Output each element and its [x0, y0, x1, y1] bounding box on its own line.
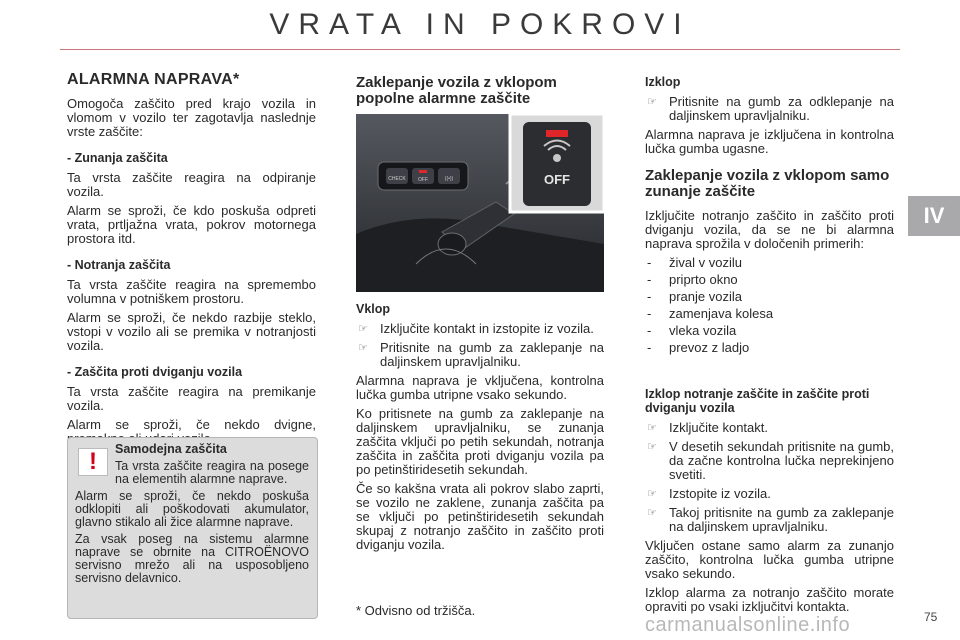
paragraph: Alarmna naprava je vključena, kontrolna lučka gumba utripne vsako sekundo. — [356, 373, 604, 402]
paragraph: Ko pritisnete na gumb za zaklepanje na daljinskem upravljalniku, se zunanja zaščita vključi po petih sekundah, notranja zaščita in zaščita proti dviganju vozila pa po petinštiridesetih sekundah. — [356, 406, 604, 477]
warning-paragraph: Za vsak poseg na sistemu alarmne naprave se obrnite na CITROËNOVO servisno mrežo ali na usposobljeno servisno delavnico. — [75, 532, 309, 585]
warning-title: Samodejna zaščita — [115, 442, 227, 456]
paragraph: Alarm se sproži, če nekdo razbije steklo, vstopi v vozilo ali se premika v notranjosti vozila. — [67, 310, 316, 353]
title-divider — [60, 49, 900, 50]
intro-text: Omogoča zaščito pred krajo vozila in vlomom v vozilo ter zagotavlja naslednje vrste zaščite: — [67, 96, 316, 139]
section-heading-full-protection: Zaklepanje vozila z vklopom popolne alarmne zaščite — [356, 74, 557, 107]
list-item: ☞ Izključite kontakt. — [647, 420, 768, 435]
page-number: 75 — [924, 610, 938, 624]
chapter-tab: IV — [908, 196, 960, 236]
paragraph: Izključite notranjo zaščito in zaščito proti dviganju vozila, da se ne bi alarmna naprava sprožila v določenih primerih: — [645, 208, 894, 251]
warning-box — [67, 437, 318, 619]
subheading-activation: Vklop — [356, 302, 391, 316]
section-heading-alarm: ALARMNA NAPRAVA* — [67, 71, 240, 88]
pointing-hand-icon: ☞ — [647, 422, 657, 434]
paragraph: Alarmna naprava je izključena in kontrolna lučka gumba ugasne. — [645, 127, 894, 156]
paragraph: Izklop alarma za notranjo zaščito morate opraviti po vsaki izključitvi kontakta. — [645, 585, 894, 614]
warning-lead: Ta vrsta zaščite reagira na posege na elementih alarmne naprave. — [115, 459, 309, 486]
pointing-hand-icon: ☞ — [358, 323, 368, 335]
watermark: carmanualsonline.info — [645, 614, 851, 636]
pointing-hand-icon: ☞ — [647, 488, 657, 500]
list-item: ☞ Izstopite iz vozila. — [647, 486, 771, 501]
page-title: VRATA IN POKROVI — [269, 8, 691, 41]
column-alarm-intro — [67, 73, 316, 451]
check-label: CHECK — [388, 176, 406, 182]
pointing-hand-icon: ☞ — [647, 96, 657, 108]
column-full-alarm — [356, 75, 604, 116]
subheading-external: - Zunanja zaščita — [67, 151, 168, 165]
paragraph: Vključen ostane samo alarm za zunanjo zaščito, kontrolna lučka gumba utripne vsako sekundo. — [645, 538, 894, 581]
paragraph: Alarm se sproži, če kdo poskuša odpreti vrata, prtljažna vrata, pokrov motornega prostora itd. — [67, 203, 316, 246]
column-disarm — [645, 75, 894, 358]
warning-content — [75, 443, 309, 589]
list-item: - priprto okno — [647, 272, 738, 287]
list-item: ☞ Pritisnite na gumb za zaklepanje na daljinskem upravljalniku. — [358, 340, 604, 369]
exclamation-warning-icon: ! — [78, 448, 108, 476]
small-off-label: OFF — [418, 177, 428, 183]
off-button-label: OFF — [544, 172, 570, 187]
list-item: - vleka vozila — [647, 323, 737, 338]
footnote: * Odvisno od tržišča. — [356, 603, 476, 618]
subheading-internal: - Notranja zaščita — [67, 258, 171, 272]
paragraph: Če so kakšna vrata ali pokrov slabo zaprti, se vozilo ne zaklene, zunanja zaščita pa se vključi po petinštiridesetih sekundah skupaj z notranjo zaščito in zaščito proti dviganju vozila. — [356, 481, 604, 552]
list-item: ☞ Pritisnite na gumb za odklepanje na daljinskem upravljalniku. — [647, 94, 894, 123]
list-item: - prevoz z ladjo — [647, 340, 750, 355]
column-disarm-internal — [645, 387, 894, 619]
warning-paragraph: Alarm se sproži, če nekdo poskuša odklopiti ali poškodovati akumulator, glavno stikalo ali žice alarmne naprave. — [75, 489, 309, 529]
dashboard-illustration — [356, 114, 604, 292]
paragraph: Alarm se sproži, če nekdo dvigne, — [67, 417, 316, 432]
alarm-button-photo — [356, 114, 604, 292]
subheading-lift: - Zaščita proti dviganju vozila — [67, 365, 243, 379]
list-item: ☞ V desetih sekundah pritisnite na gumb, da začne kontrolna lučka neprekinjeno svetiti. — [647, 439, 894, 482]
list-item: ☞ Izključite kontakt in izstopite iz vozila. — [358, 321, 594, 336]
pointing-hand-icon: ☞ — [358, 342, 368, 354]
paragraph: Ta vrsta zaščite reagira na premikanje vozila. — [67, 384, 316, 413]
subheading-disable-internal: Izklop notranje zaščite in zaščite proti dviganju vozila — [645, 387, 870, 415]
column-full-alarm-text — [356, 302, 604, 557]
paragraph: Ta vrsta zaščite reagira na odpiranje vozila. — [67, 170, 316, 199]
paragraph: Ta vrsta zaščite reagira na spremembo volumna v potniškem prostoru. — [67, 277, 316, 306]
list-item: ☞ Takoj pritisnite na gumb za zaklepanje na daljinskem upravljalniku. — [647, 505, 894, 534]
subheading-deactivation: Izklop — [645, 75, 681, 89]
pointing-hand-icon: ☞ — [647, 441, 657, 453]
list-item: - zamenjava kolesa — [647, 306, 774, 321]
section-heading-external-only: Zaklepanje vozila z vklopom samo zunanje zaščite — [645, 167, 890, 200]
list-item: - pranje vozila — [647, 289, 742, 304]
pointing-hand-icon: ☞ — [647, 507, 657, 519]
signal-label: ((•)) — [444, 176, 454, 182]
list-item: - žival v vozilu — [647, 255, 742, 270]
